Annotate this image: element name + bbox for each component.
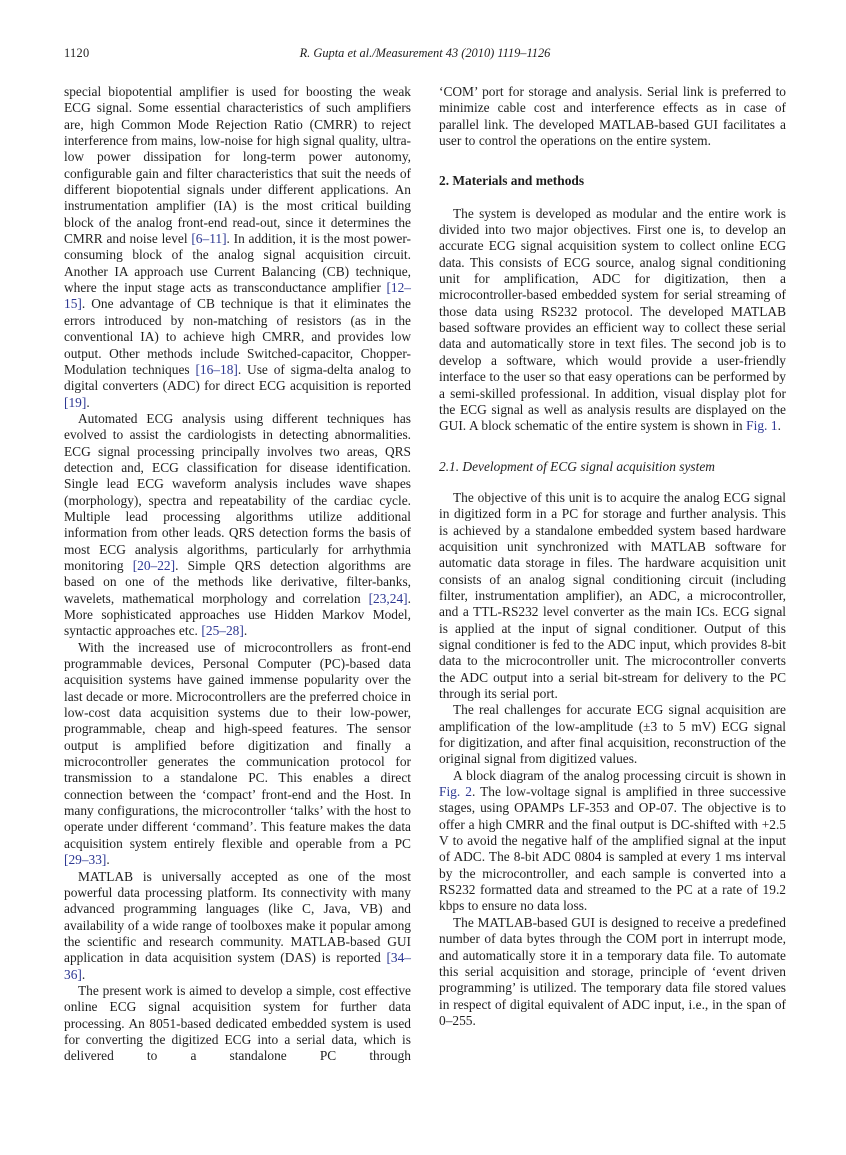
body-paragraph (64, 640, 411, 869)
text-segment: . Simple QRS detection algorithms are based on one of the methods like derivative, filter-banks, wavelets, mathematical morphology and correlation (64, 557, 411, 606)
two-column-layout (64, 84, 786, 1065)
body-paragraph (439, 206, 786, 435)
text-segment: A block diagram of the analog processing circuit is shown in (453, 767, 786, 783)
text-segment: ‘COM’ port for storage and analysis. Serial link is preferred to minimize cable cost and interference effects as in case of parallel link. The developed MATLAB-based GUI facilitates a user to control the operations on the entire system. (439, 84, 786, 149)
text-segment: . Use of sigma-delta analog to digital converters (ADC) for direct ECG acquisition is reported (64, 361, 411, 394)
citation-link[interactable]: [16–18] (195, 361, 238, 377)
body-paragraph (64, 983, 411, 1065)
running-head: R. Gupta et al./Measurement 43 (2010) 1119–1126 (299, 46, 551, 60)
text-segment: . (86, 394, 90, 410)
text-segment: The system is developed as modular and the entire work is divided into two major objectives. First one is, to develop an accurate ECG signal acquisition system to collect online ECG data. This consists of ECG source, analog signal conditioning unit for amplification, ADC for digitization, then a microcontroller-based embedded system for serial streaming of those data using RS232 protocol. The developed MATLAB based software provides an efficient way to collect these serial data and automatically store in text files. The second job is to develop a software, which would provide a user-friendly interface to the user so that easy operations can be performed by a semi-skilled professional. In addition, visual display plot for the ECG signal as well as analysis results are displayed on the GUI. A block schematic of the entire system is shown in (439, 205, 786, 434)
text-segment: . (81, 966, 86, 982)
citation-link[interactable]: [34–36] (64, 950, 411, 982)
body-paragraph (64, 84, 411, 411)
text-segment: With the increased use of microcontrollers as front-end programmable devices, Personal Computer (PC)-based data acquisition systems have gained immense popularity over the last decade or more. Microcontrollers are the preferred choice in low-cost data acquisition systems due to their low-power, programmable, cheap and high-speed features. The sensor output is amplified before digitization and finally a microcontroller generates the communication protocol for transmission to a standalone PC. This enables a direct connection between the ‘compact’ front-end and the Host. In many configurations, the microcontroller ‘talks’ with the host to operate under different ‘command’. This feature makes the data acquisition system entirely flexible and operable from a PC (64, 639, 411, 851)
body-paragraph (439, 490, 786, 702)
text-segment: . The low-voltage signal is amplified in three successive stages, using OPAMPs LF-353 and OP-07. The objective is to offer a high CMRR and the final output is DC-shifted with +2.5 V to avoid the negative half of the amplified signal at the input of ADC. The 8-bit ADC 0804 is sampled at every 1 ms interval by the microcontroller, and each sample is converted into a RS232 formatted data and streamed to the PC at a rate of 19.2 kbps to ensure no data loss. (439, 784, 786, 914)
page-header (64, 46, 786, 62)
text-segment: The MATLAB-based GUI is designed to receive a predefined number of data bytes through the COM port in interrupt mode, and automatically store it in a temporary data file. To automate this serial acquisition and storage, principle of ‘event driven programming’ is utilized. The temporary data file stored values in respect of digital equivalent of ADC input, i.e., in the span of 0–255. (439, 914, 786, 1028)
text-segment: The real challenges for accurate ECG signal acquisition are amplification of the low-amplitude (±3 to 5 mV) ECG signal for digitization, and after final acquisition, reconstruction of the original signal from digitized values. (439, 702, 786, 767)
body-paragraph (64, 411, 411, 640)
citation-link[interactable]: [25–28] (201, 623, 244, 639)
text-segment: The objective of this unit is to acquire the analog ECG signal in digitized form in a PC for storage and further analysis. This is achieved by a standalone embedded system based hardware acquisition unit synchronized with MATLAB software for automatic data storage in files. The hardware acquisition unit consists of an analog signal conditioning circuit (including filter, instrumentation amplifier), an ADC, a microcontroller, and a TTL-RS232 level converter as the main ICs. ECG signal is applied at the input of signal conditioner. Output of this signal conditioner is fed to the ADC input, which provides 8-bit data to the microcontroller unit. The microcontroller converts the ADC output into a serial bit-stream for delivery to the PC through its serial port. (439, 489, 786, 701)
body-paragraph (439, 702, 786, 767)
text-segment: . One advantage of CB technique is that it eliminates the errors introduced by non-matching of resistors (as in the conventional IA) to achieve high CMRR, and provides low output. Other methods include Switched-capacitor, Chopper-Modulation techniques (64, 296, 411, 377)
citation-link[interactable]: [12–15] (64, 280, 411, 312)
body-paragraph (64, 869, 411, 983)
right-column (439, 84, 786, 1029)
citation-link[interactable]: [23,24] (368, 590, 408, 606)
text-segment: . More sophisticated approaches use Hidden Markov Model, syntactic approaches etc. (64, 590, 411, 639)
section-heading-materials-and-methods: 2. Materials and methods (439, 173, 585, 189)
left-column (64, 84, 411, 1065)
subsection-heading-development-ecg-acquisition: 2.1. Development of ECG signal acquisition system (439, 458, 715, 474)
text-segment: . In addition, it is the most power-consuming block of the analog signal acquisition circuit. Another IA approach use Current Balancing (CB) technique, where the input stage acts as transconductance amplifier (64, 231, 411, 296)
text-segment: . (243, 623, 248, 639)
citation-link[interactable]: Fig. 2 (439, 784, 472, 800)
citation-link[interactable]: Fig. 1 (746, 418, 778, 434)
citation-link[interactable]: [20–22] (132, 557, 176, 573)
citation-link[interactable]: [29–33] (64, 852, 107, 868)
text-segment: special biopotential amplifier is used for boosting the weak ECG signal. Some essential characteristics of such amplifiers are, high Common Mode Rejection Ratio (CMRR) to reject interference from mains, low-noise for high signal quality, ultra-low power dissipation for long-term power autonomy, configurable gain and filter characteristics that suit the needs of different biopotential signals under different applications. An instrumentation amplifier (IA) is the most critical building block of the analog front-end read-out, since it determines the CMRR and noise level (64, 84, 411, 247)
text-segment: . (106, 852, 110, 868)
text-segment: MATLAB is universally accepted as one of the most powerful data processing platform. Its connectivity with many advanced programming languages (like C, Java, VB) and availability of a wide range of toolboxes make it popular among the scientific and research community. MATLAB-based GUI application in data acquisition system (DAS) is reported (64, 868, 411, 966)
body-paragraph (439, 84, 786, 149)
citation-link[interactable]: [19] (64, 394, 87, 410)
body-paragraph (439, 768, 786, 915)
text-segment: . (777, 418, 781, 434)
page-number: 1120 (64, 46, 90, 60)
text-segment: Automated ECG analysis using different techniques has evolved to assist the cardiologists in detecting abnormalities. ECG signal processing principally involves two areas, QRS detection and, ECG classification for disease identification. Single lead ECG waveform analysis includes wave shapes (morphology), spectra and repeatability of the cardiac cycle. Multiple lead processing algorithms utilize additional information from other leads. QRS detection forms the basis of most ECG analysis algorithms, particularly for arrhythmia monitoring (64, 410, 411, 573)
text-segment: The present work is aimed to develop a simple, cost effective online ECG signal acquisition system for further data processing. An 8051-based dedicated embedded system is used for converting the digitized ECG into a serial data, which is delivered to a standalone PC through (64, 982, 411, 1064)
citation-link[interactable]: [6–11] (191, 231, 227, 247)
body-paragraph (439, 915, 786, 1029)
